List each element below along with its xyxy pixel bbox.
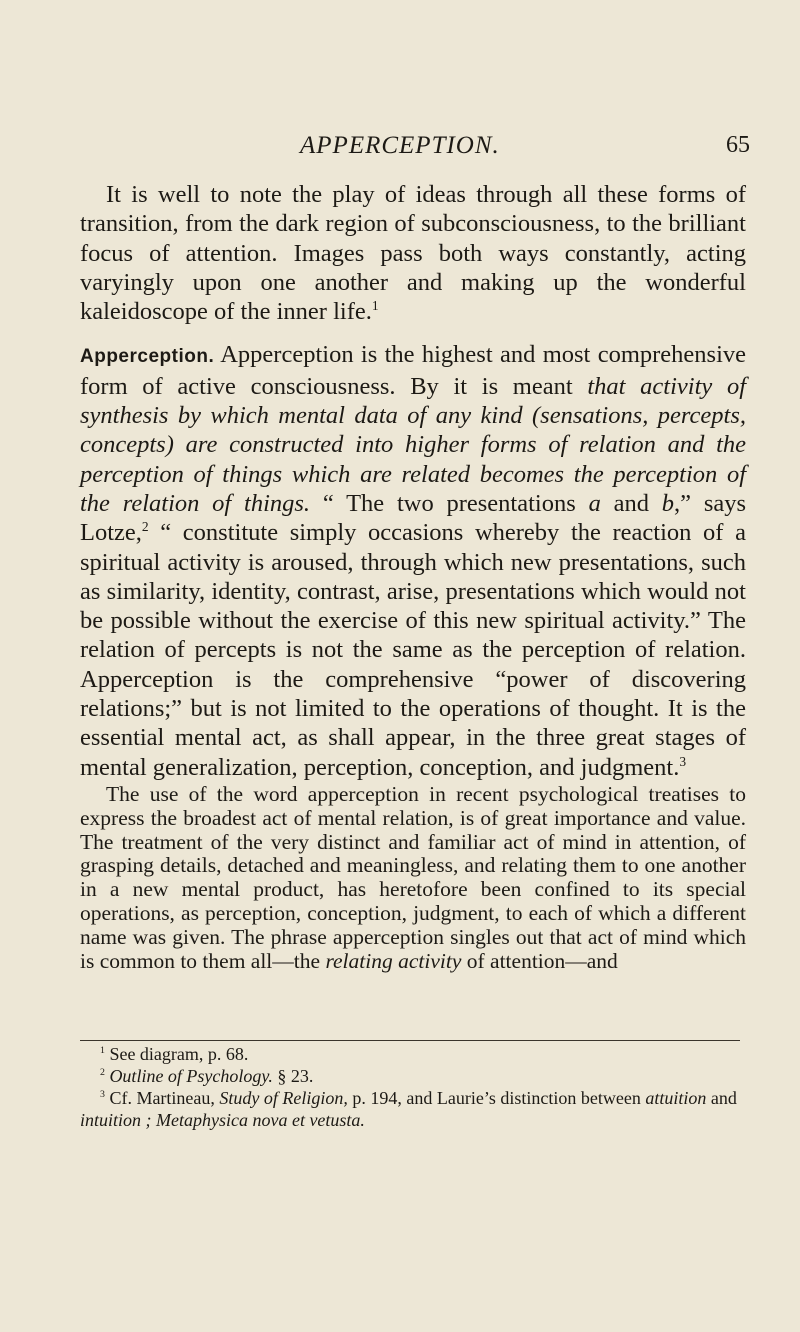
page-number: 65 (726, 132, 750, 158)
footnote-ref-3: 3 (679, 753, 687, 769)
running-title: APPERCEPTION. (300, 132, 500, 159)
relating-activity-italic: relating activity (325, 948, 462, 973)
footnotes (80, 1043, 746, 1131)
footnote-ref-2: 2 (141, 519, 149, 535)
footnote-3: $^3$ Cf. Martineau, Study of Religion, p. 194, and Laurie’s distinction between attuition and intuition ; Metaphysica nova et vetusta. (80, 1088, 737, 1130)
main-text (80, 180, 746, 782)
paragraph-transition: It is well to note the play of ideas through all these forms of transition, from the dark region of subconsciousness, to the brilliant focus of attention. Images pass both ways constantly, acting varyingly upon one another and making up the wonderful kaleidoscope of the inner life.$^1$ (80, 181, 746, 326)
footnote-rule (80, 1040, 740, 1041)
definition-italic: that activity of synthesis by which mental data of any kind (sensations, percepts, concepts) are constructed into higher forms of relation and the perception of things which are related becomes the perception of the relation of things. (80, 372, 746, 517)
small-print-text (80, 783, 746, 973)
paragraph-apperception: Apperception. Apperception is the highest and most comprehensive form of active consciousness. By it is meant that activity of synthesis by which mental data of any kind (sensations, percepts, concepts) are constructed into higher forms of relation and the perception of things which are related becomes the perception of the relation of things. “ The two presentations a and b,” says Lotze,$^2$ “ constitute simply occasions whereby the reaction of a spiritual activity is aroused, through which new presentations, such as similarity, identity, contrast, arise, presentations which would not be possible without the exercise of this new spiritual activity.” The relation of percepts is not the same as the perception of relation. Apperception is the comprehensive “power of discovering relations;” but is not limited to the operations of thought. It is the essential mental act, as shall appear, in the three great stages of mental generalization, perception, conception, and judgment.$^3$ (80, 341, 747, 781)
page-header (0, 132, 800, 172)
footnote-ref-1: 1 (371, 298, 379, 314)
paragraph-usage: The use of the word apperception in recent psychological treatises to express the broadest act of mental relation, is of great importance and value. The treatment of the very distinct and familiar act of mind in attention, of grasping details, detached and meaningless, and relating them to one another in a new mental product, has heretofore been confined to its special operations, as perception, conception, judgment, to each of which a different name was given. The phrase apperception singles out that act of mind which is common to them all—the relating activity of attention—and (80, 782, 746, 973)
side-heading: Apperception. (80, 346, 215, 368)
footnote-2: $^2$ Outline of Psychology. § 23. (100, 1066, 314, 1086)
footnote-1: $^1$ See diagram, p. 68. (100, 1044, 249, 1064)
